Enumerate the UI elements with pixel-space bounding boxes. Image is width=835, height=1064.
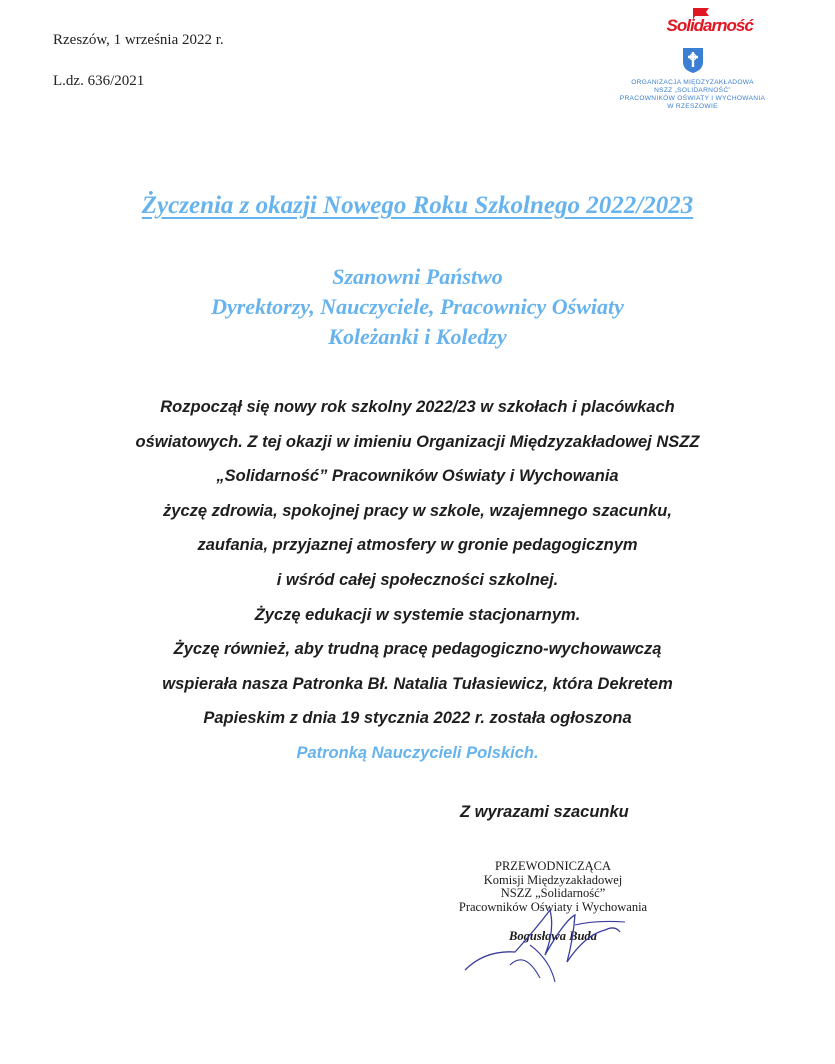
stamp-line: Pracowników Oświaty i Wychowania <box>458 899 648 914</box>
body-line: oświatowych. Z tej okazji w imieniu Organizacji Międzyzakładowej NSZZ <box>135 432 700 451</box>
union-logo <box>590 6 795 111</box>
salutation-line: Szanowni Państwo <box>332 264 503 289</box>
patron-highlight: Patronką Nauczycieli Polskich. <box>296 743 539 762</box>
reference-number: L.dz. 636/2021 <box>53 73 145 89</box>
body-line: „Solidarność” Pracowników Oświaty i Wychowania <box>216 467 619 486</box>
body-line: wspierała nasza Patronka Bł. Natalia Tułasiewicz, która Dekretem <box>162 674 673 693</box>
body-line: Rozpoczął się nowy rok szkolny 2022/23 w szkołach i placówkach <box>160 398 675 416</box>
org-line: PRACOWNIKÓW OŚWIATY I WYCHOWANIA <box>619 95 766 102</box>
salutation <box>0 262 835 352</box>
place-date: Rzeszów, 1 września 2022 r. <box>53 32 224 48</box>
org-line: W RZESZOWIE <box>667 103 718 110</box>
stamp-role: PRZEWODNICZĄCA <box>495 859 611 873</box>
body-line: życzę zdrowia, spokojnej pracy w szkole, wzajemnego szacunku, <box>163 501 672 520</box>
body-line: Papieskim z dnia 19 stycznia 2022 r. została ogłoszona <box>203 709 632 728</box>
logo-wordmark: Solidarność <box>666 16 753 35</box>
cross-emblem-icon <box>681 46 705 74</box>
body-line: i wśród całej społeczności szkolnej. <box>276 570 559 589</box>
body-line: zaufania, przyjaznej atmosfery w gronie pedagogicznym <box>197 536 638 555</box>
solidarnosc-logo <box>623 6 763 46</box>
salutation-line: Dyrektorzy, Nauczyciele, Pracownicy Oświaty <box>211 294 624 319</box>
stamp-line: NSZZ „Solidarność” <box>500 886 606 900</box>
stamp-line: Komisji Międzyzakładowej <box>483 872 623 887</box>
handwritten-signature <box>455 890 655 985</box>
salutation-line: Koleżanki i Koledzy <box>328 324 507 349</box>
closing-phrase: Z wyrazami szacunku <box>460 803 629 821</box>
org-line: NSZZ „SOLIDARNOŚĆ” <box>654 87 731 94</box>
letter-body <box>0 390 835 771</box>
letter-title: Życzenia z okazji Nowego Roku Szkolnego 2022/2023 <box>141 192 694 219</box>
body-line: Życzę edukacji w systemie stacjonarnym. <box>254 605 581 624</box>
body-line: Życzę również, aby trudną pracę pedagogiczno-wychowawczą <box>173 640 662 659</box>
org-line: ORGANIZACJA MIĘDZYZAKŁADOWA <box>631 79 754 86</box>
stamp-name: Bogusława Buda <box>509 929 597 943</box>
